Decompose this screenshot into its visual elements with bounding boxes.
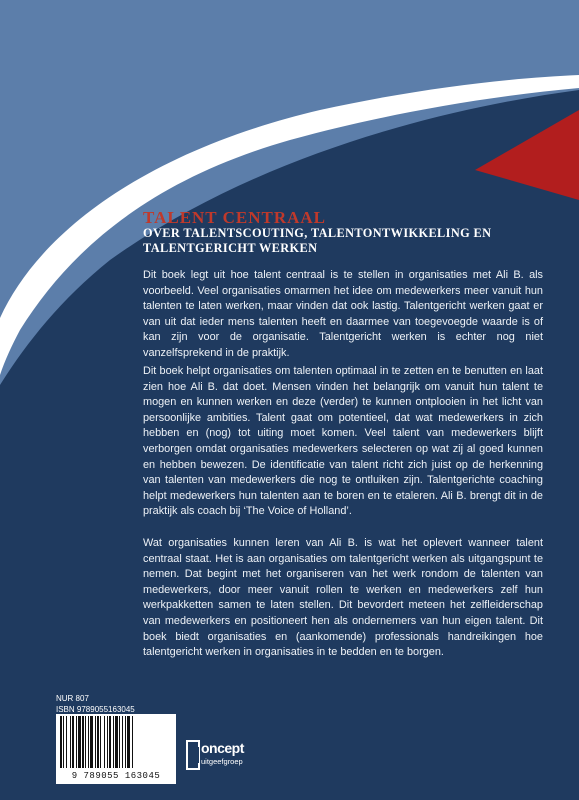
publisher-subname: uitgeefgroep xyxy=(201,757,243,766)
barcode-bars xyxy=(56,714,176,772)
concept-c-icon xyxy=(186,740,200,770)
barcode-digits: 9 789055 163045 xyxy=(71,771,161,781)
blurb-paragraph-1: Dit boek legt uit hoe talent centraal is te stellen in organisaties met Ali B. als voorbeeld. Veel organisaties omarmen het idee om medewerkers meer vanuit hun talenten te laten werken, maar vinden dat ook lastig. Talentgericht werken gaat er van uit dat ieder mens talenten heeft en daarmee van toegevoegde waarde is of kan zijn voor de organisatie. Talentgericht werken is echter nog niet vanzelfsprekend in de praktijk. xyxy=(143,269,543,359)
publisher-name: oncept xyxy=(201,740,244,756)
nur-code: NUR 807 xyxy=(56,694,89,703)
blurb-paragraph-2: Dit boek helpt organisaties om talenten optimaal in te zetten en te benutten en laat zien hoe Ali B. dat doet. Mensen vinden het belangrijk om vanuit hun talent te mogen en kunnen werken en deze (verder) te kunnen ontplooien in het licht van persoonlijke ambities. Talent gaat om potentieel, dat wat medewerkers in zich hebben en (nog) tot uiting moet komen. Veel talent van medewerkers blijft verborgen omdat organisaties medewerkers selecteren op wat zij al goed kunnen en hebben bewezen. De identificatie van talent richt zich juist op de herkenning van talenten van medewerkers die nog te ontluiken zijn. Talentgerichte coaching helpt medewerkers hun talenten aan te boren en te etaleren. Ali B. brengt dit in de praktijk als coach bij ‘The Voice of Holland’. xyxy=(143,365,543,518)
book-title: TALENT CENTRAAL xyxy=(143,208,326,227)
isbn-code: ISBN 9789055163045 xyxy=(56,705,135,714)
publisher-logo xyxy=(186,740,256,784)
blurb-paragraph-3: Wat organisaties kunnen leren van Ali B. is wat het oplevert wanneer talent centraal staat. Het is aan organisaties om talentgericht werken als uitgangspunt te nemen. Dat begint met het organiseren van het werk rondom de talenten van medewerkers, door meer vanuit rollen te werken en medewerkers zelf hun werkpakketten samen te laten stellen. Dit bevordert meteen het zelfleiderschap van medewerkers en positioneert hen als ondernemers van hun eigen talent. Dit boek biedt organisaties en (aankomende) professionals handreikingen hoe talentgericht werken in organisaties in te bedden en te borgen. xyxy=(143,537,543,659)
book-subtitle: OVER TALENTSCOUTING, TALENTONTWIKKELING EN TALENTGERICHT WERKEN xyxy=(143,226,492,255)
